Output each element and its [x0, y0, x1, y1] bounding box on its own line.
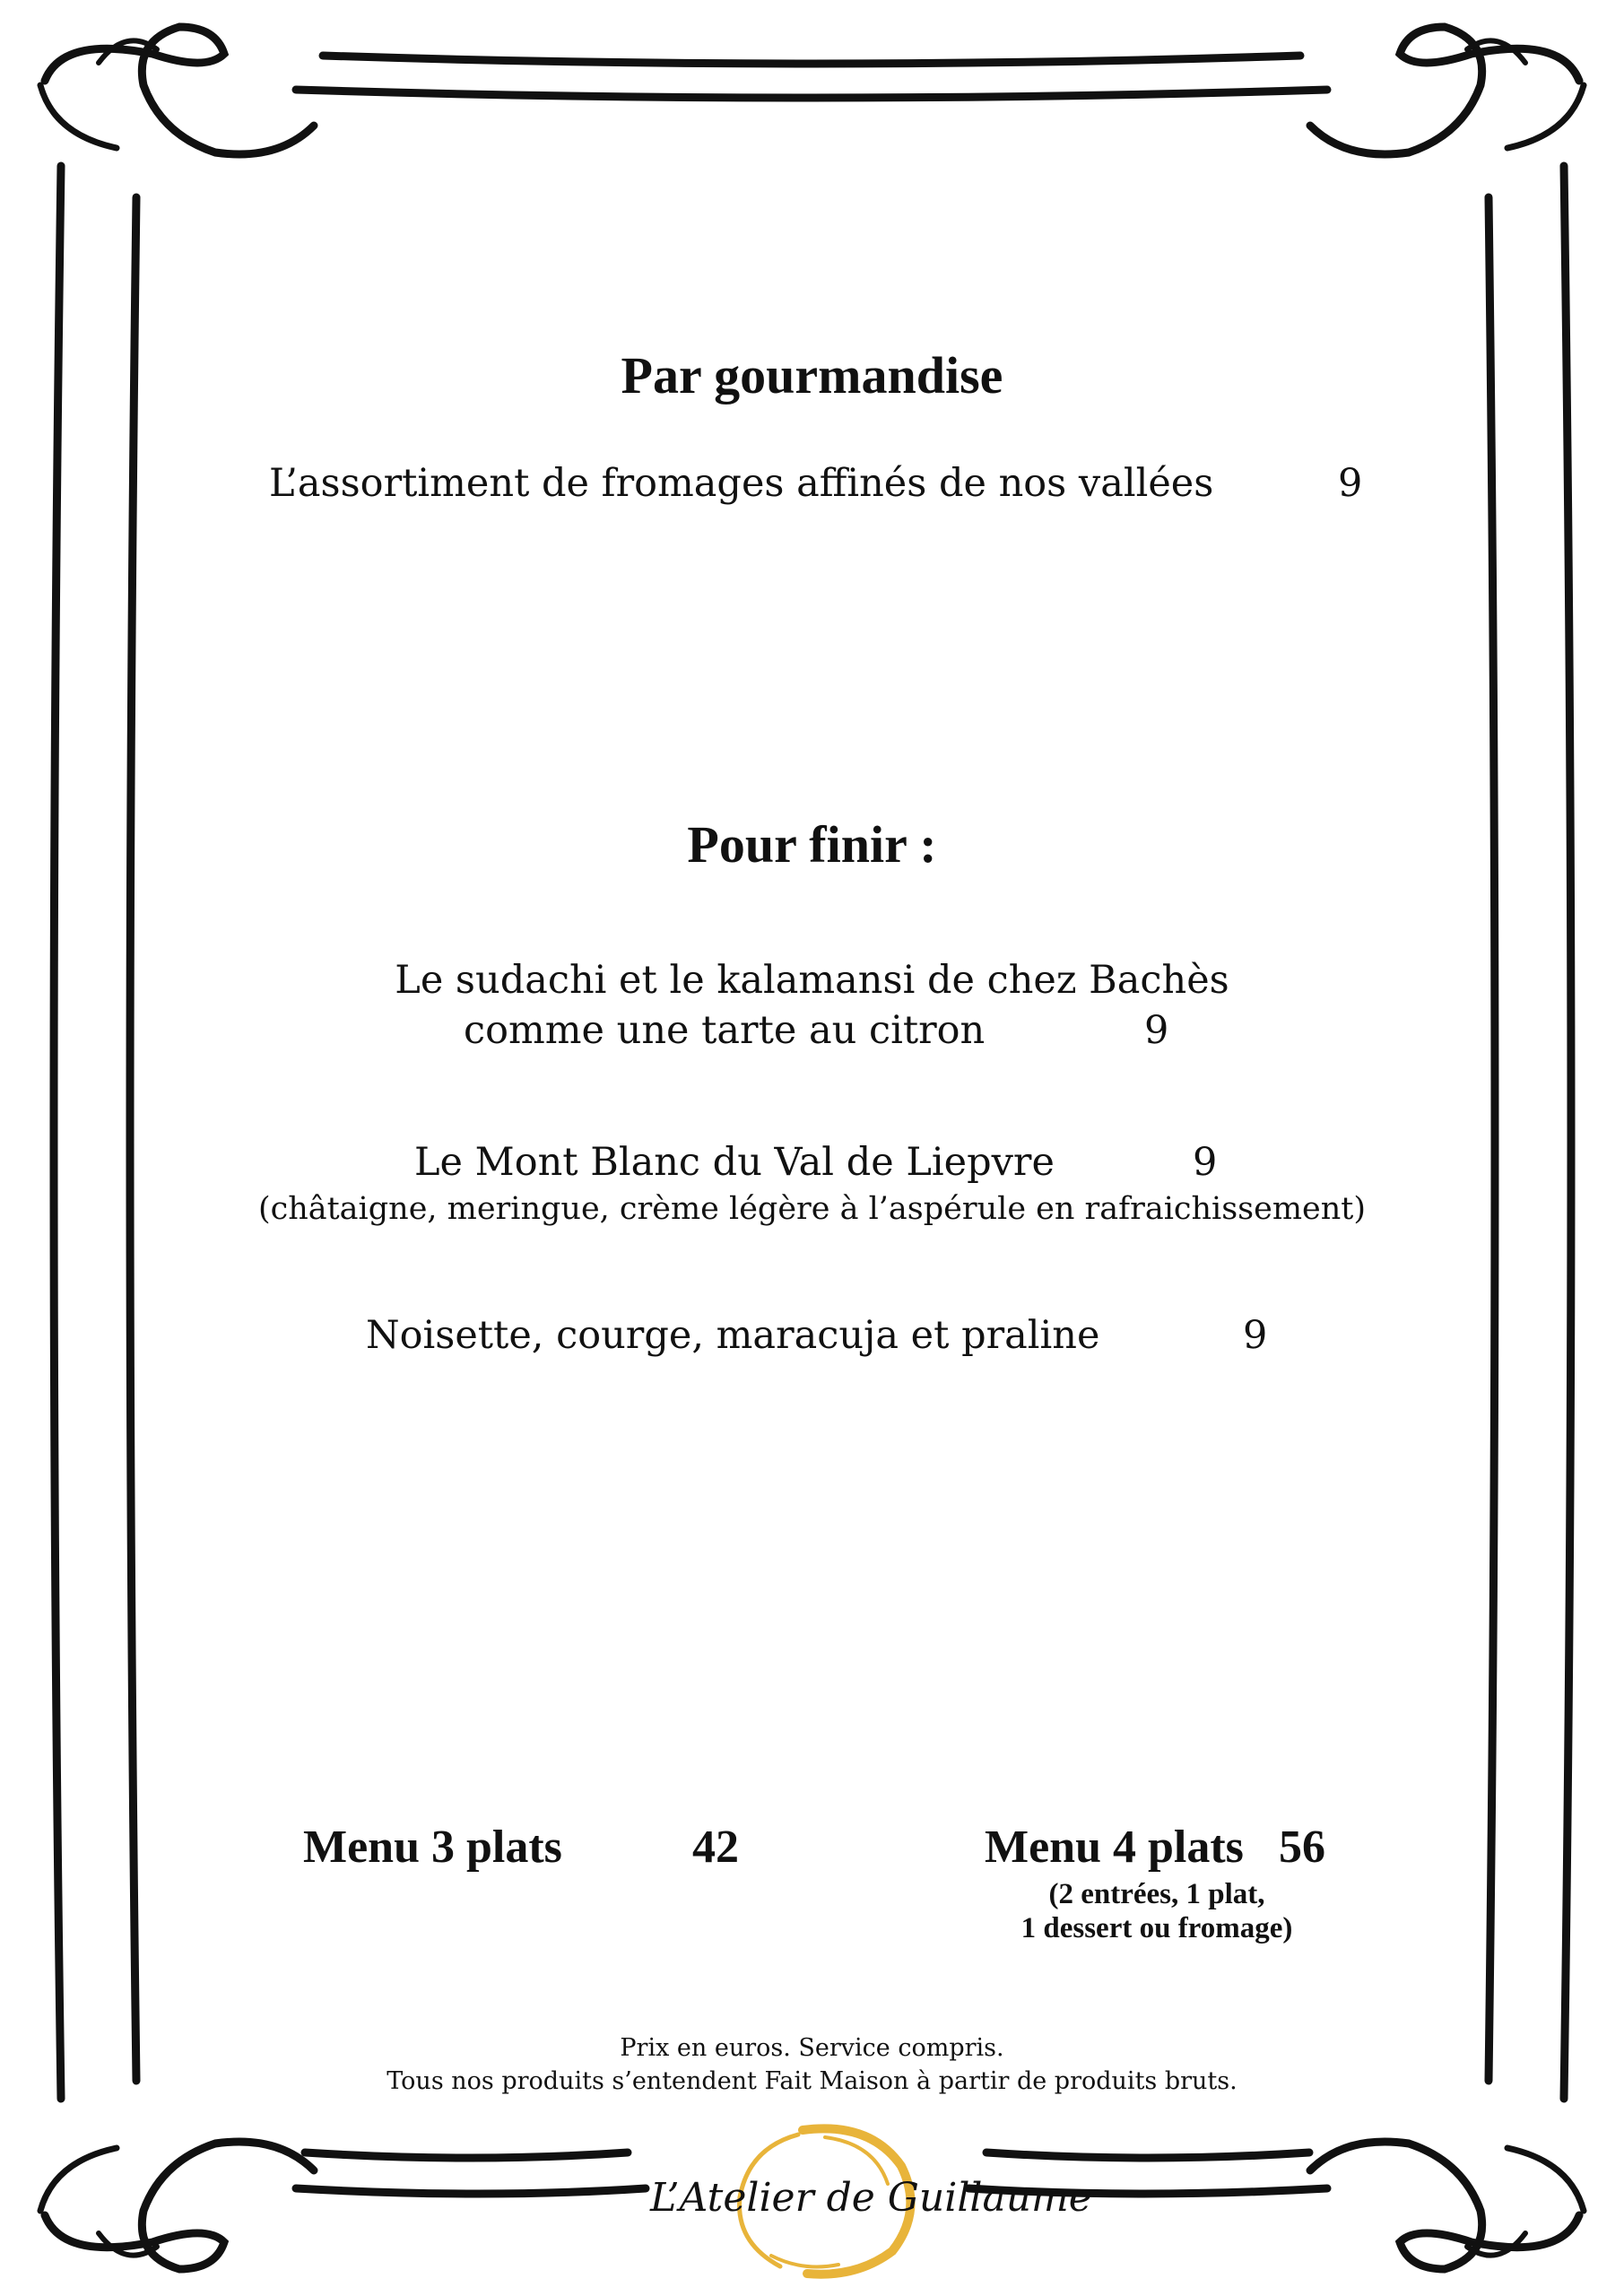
frame-right-bar-outer — [1564, 166, 1571, 2099]
menu-item-name: Le Mont Blanc du Val de Liepvre — [414, 1140, 1055, 1185]
frame-right-bar-inner — [1489, 197, 1495, 2081]
menu-4-detail-line1: (2 entrées, 1 plat, — [1048, 1878, 1265, 1910]
frame-bottom-bar-right-upper — [986, 2152, 1309, 2158]
logo-text: L’Atelier de Guillaume — [650, 2175, 1092, 2221]
menu-3-price: 42 — [692, 1822, 739, 1873]
menu-item-name: Noisette, courge, maracuja et praline — [366, 1313, 1100, 1358]
menu-item-price: 9 — [1243, 1313, 1268, 1358]
frame-top-bar-upper — [323, 56, 1300, 64]
corner-scroll-top-left — [40, 27, 314, 154]
menu-item-name: L’assortiment de fromages affinés de nos vallées — [269, 461, 1214, 506]
frame-bottom-bar-left-upper — [305, 2152, 628, 2158]
frame-bottom-bar-left-lower — [296, 2188, 646, 2194]
section-title-pour-finir: Pour finir : — [687, 815, 937, 874]
menu-item-price: 9 — [1193, 1140, 1218, 1185]
frame-top-bar-lower — [296, 90, 1327, 98]
menu-item-price: 9 — [1338, 461, 1363, 506]
footer-note-homemade: Tous nos produits s’entendent Fait Maison à partir de produits bruts. — [386, 2067, 1238, 2095]
restaurant-logo — [646, 2112, 1092, 2283]
section-title-gourmandise: Par gourmandise — [621, 346, 1003, 404]
menu-4-price: 56 — [1279, 1822, 1325, 1873]
menu-4-detail-line2: 1 dessert ou fromage) — [1020, 1912, 1293, 1944]
corner-scroll-top-right — [1310, 27, 1584, 154]
menu-item-name: Le sudachi et le kalamansi de chez Bachès — [395, 958, 1229, 1003]
corner-scroll-bottom-right — [1310, 2142, 1584, 2269]
menu-item-name: comme une tarte au citron — [464, 1008, 986, 1053]
menu-3-label: Menu 3 plats — [303, 1822, 562, 1873]
frame-left-bar-outer — [54, 166, 61, 2099]
frame-left-bar-inner — [130, 197, 136, 2081]
menu-item-price: 9 — [1144, 1008, 1169, 1053]
menu-4-label: Menu 4 plats — [985, 1822, 1244, 1873]
footer-note-prices: Prix en euros. Service compris. — [620, 2034, 1004, 2062]
menu-item-detail: (châtaigne, meringue, crème légère à l’aspérule en rafraichissement) — [257, 1191, 1367, 1227]
corner-scroll-bottom-left — [40, 2142, 314, 2269]
